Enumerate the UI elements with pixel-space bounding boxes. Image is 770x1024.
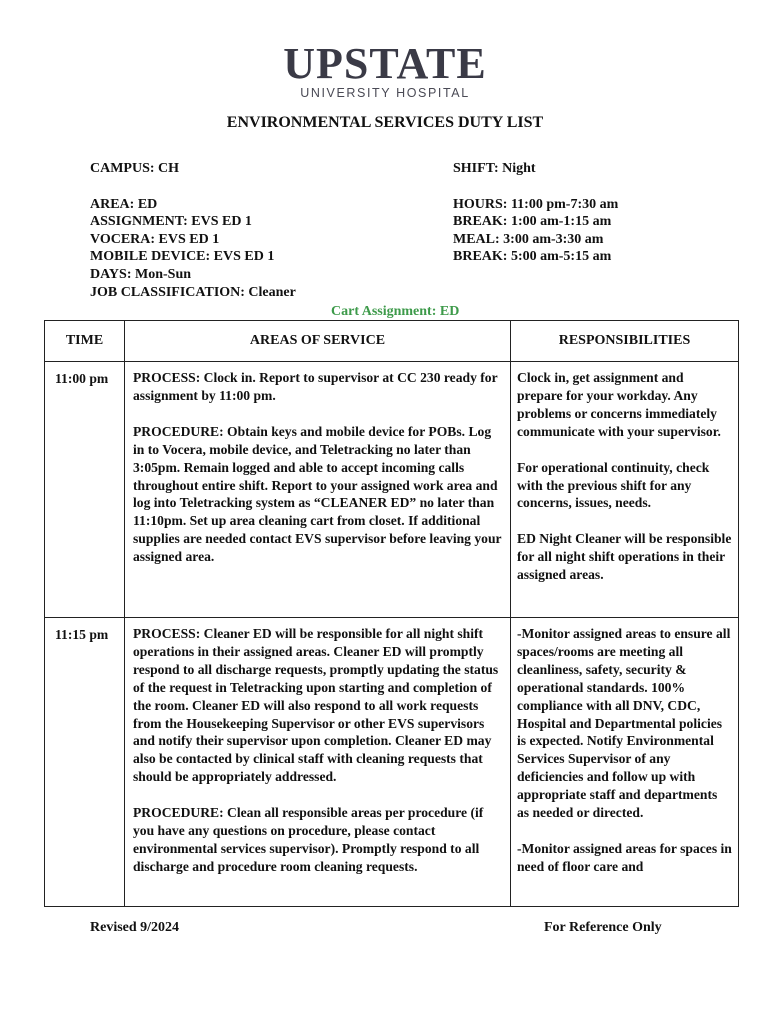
- schedule-info: [453, 160, 618, 266]
- meal-label: MEAL: 3:00 am-3:30 am: [453, 231, 604, 247]
- procedure-text: PROCEDURE: Clean all responsible areas per procedure (if you have any questions on procedure, please contact environmental services supervisor). Promptly respond to all discharge and procedure room cleaning requests.: [133, 805, 484, 874]
- campus-label: CAMPUS: CH: [90, 161, 180, 176]
- logo-subtitle: UNIVERSITY HOSPITAL: [300, 86, 470, 100]
- time-cell: 11:15 pm: [45, 618, 125, 907]
- reference-note: For Reference Only: [544, 920, 662, 935]
- document-title: ENVIRONMENTAL SERVICES DUTY LIST: [226, 114, 544, 131]
- shift-label: SHIFT: Night: [453, 161, 536, 176]
- responsibility-text: For operational continuity, check with the previous shift for any concerns, issues, needs.: [517, 459, 710, 511]
- responsibility-text: ED Night Cleaner will be responsible for all night shift operations in their assigned areas.: [517, 531, 732, 583]
- responsibilities-cell: [511, 362, 739, 618]
- areas-cell: [125, 618, 511, 907]
- table-row: [45, 618, 739, 907]
- logo-wordmark: UPSTATE: [283, 39, 487, 88]
- assignment-info: [90, 160, 296, 301]
- vocera-label: VOCERA: EVS ED 1: [90, 231, 220, 247]
- hours-label: HOURS: 11:00 pm-7:30 am: [453, 196, 619, 212]
- areas-cell: [125, 362, 511, 618]
- table-header-row: [45, 321, 739, 362]
- header-areas-of-service: AREAS OF SERVICE: [125, 321, 511, 362]
- cart-assignment: Cart Assignment: ED: [331, 304, 460, 319]
- duty-table: [44, 320, 739, 907]
- process-text: PROCESS: Clock in. Report to supervisor at CC 230 ready for assignment by 11:00 pm.: [133, 370, 498, 403]
- responsibility-text: Clock in, get assignment and prepare for your workday. Any problems or concerns immediately communicate with your supervisor.: [517, 370, 721, 439]
- process-text: PROCESS: Cleaner ED will be responsible for all night shift operations in their assigned areas. Cleaner ED will promptly respond to all discharge requests, promptly updating the status of the request in Teletracking upon starting and completion of the room. Cleaner ED will also respond to all work requests from the Housekeeping Supervisor or other EVS supervisors and notify their supervisor upon completion. Cleaner ED may also be contacted by clinical staff with cleaning requests that should be appropriately addressed.: [133, 626, 499, 785]
- header-time: TIME: [45, 321, 125, 362]
- revised-date: Revised 9/2024: [90, 920, 180, 935]
- hospital-logo: [0, 39, 770, 100]
- area-label: AREA: ED: [90, 196, 158, 212]
- mobile-device-label: MOBILE DEVICE: EVS ED 1: [90, 249, 275, 265]
- days-label: DAYS: Mon-Sun: [90, 266, 192, 282]
- responsibilities-cell: [511, 618, 739, 907]
- job-classification-label: JOB CLASSIFICATION: Cleaner: [90, 284, 296, 300]
- procedure-text: PROCEDURE: Obtain keys and mobile device for POBs. Log in to Vocera, mobile device, and Teletracking no later than 3:05pm. Remain logged and able to accept incoming calls throughout entire shift. Report to your assigned work area and log into Teletracking system as “CLEANER ED” no later than 11:10pm. Set up area cleaning cart from closet. If additional supplies are needed contact EVS supervisor before leaving your assigned area.: [133, 423, 502, 565]
- break-1-label: BREAK: 1:00 am-1:15 am: [453, 214, 612, 230]
- responsibility-text: -Monitor assigned areas for spaces in need of floor care and: [517, 840, 732, 874]
- table-row: [45, 362, 739, 618]
- break-2-label: BREAK: 5:00 am-5:15 am: [453, 249, 612, 265]
- time-cell: 11:00 pm: [45, 362, 125, 618]
- responsibility-text: -Monitor assigned areas to ensure all spaces/rooms are meeting all cleanliness, safety, security & operational standards. 100% compliance with all DNV, CDC, Hospital and Departmental policies is expected. Notify Environmental Services Supervisor of any deficiencies and follow up with appropriate staff and departments as needed or directed.: [517, 626, 731, 821]
- assignment-label: ASSIGNMENT: EVS ED 1: [90, 214, 252, 230]
- header-responsibilities: RESPONSIBILITIES: [511, 321, 739, 362]
